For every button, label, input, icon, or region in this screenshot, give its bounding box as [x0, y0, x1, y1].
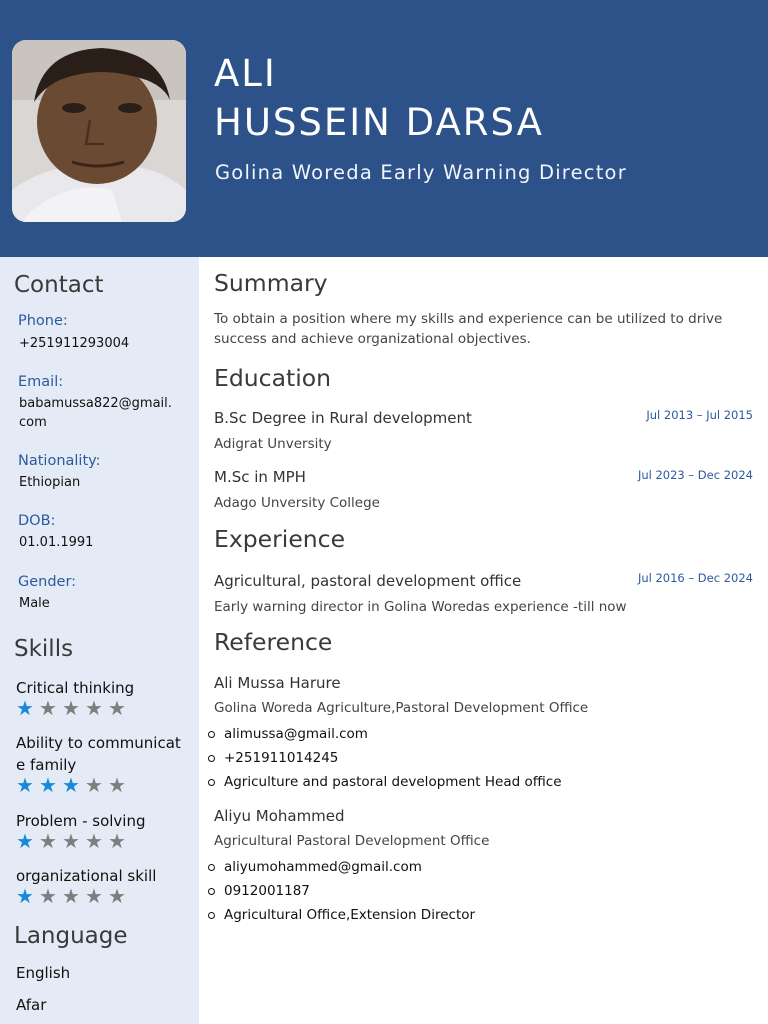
contact-heading: Contact	[14, 272, 104, 298]
reference-office: Agriculture and pastoral development Head office	[205, 770, 562, 794]
star-empty-icon: ★	[85, 696, 106, 720]
skill-rating	[15, 886, 130, 906]
star-filled-icon: ★	[62, 773, 83, 797]
reference-heading: Reference	[214, 628, 333, 656]
first-name: ALI	[214, 52, 277, 95]
skill-name: Problem - solving	[16, 812, 146, 830]
star-empty-icon: ★	[62, 884, 83, 908]
email-line-1: babamussa822@gmail.	[19, 396, 172, 411]
nationality-label: Nationality:	[18, 453, 101, 469]
star-empty-icon: ★	[62, 829, 83, 853]
language-heading: Language	[14, 923, 128, 949]
summary-heading: Summary	[214, 269, 328, 297]
star-filled-icon: ★	[39, 773, 60, 797]
header-banner	[0, 0, 768, 257]
education-school: Adago Unversity College	[214, 495, 380, 511]
dob-label: DOB:	[18, 513, 56, 529]
skill-name: Critical thinking	[16, 679, 135, 697]
experience-description: Early warning director in Golina Woredas experience -till now	[214, 599, 627, 615]
star-filled-icon: ★	[16, 829, 37, 853]
gender-value: Male	[19, 596, 50, 611]
summary-text: To obtain a position where my skills and experience can be utilized to drive success and achieve organizational objectives.	[214, 311, 723, 347]
star-empty-icon: ★	[108, 773, 129, 797]
star-empty-icon: ★	[85, 829, 106, 853]
star-empty-icon: ★	[108, 884, 129, 908]
skill-rating	[15, 775, 130, 795]
education-degree: B.Sc Degree in Rural development	[214, 409, 472, 427]
skill-rating	[15, 698, 130, 718]
experience-title: Agricultural, pastoral development office	[214, 572, 522, 590]
phone-value: +251911293004	[19, 336, 130, 351]
education-degree: M.Sc in MPH	[214, 468, 306, 486]
star-empty-icon: ★	[39, 696, 60, 720]
reference-name: Aliyu Mohammed	[214, 807, 345, 825]
star-empty-icon: ★	[85, 884, 106, 908]
reference-details	[205, 855, 475, 927]
skill-name	[16, 732, 194, 776]
skill-rating	[15, 831, 130, 851]
star-filled-icon: ★	[16, 773, 37, 797]
star-filled-icon: ★	[16, 884, 37, 908]
job-title: Golina Woreda Early Warning Director	[215, 161, 627, 184]
reference-email[interactable]: alimussa@gmail.com	[205, 722, 562, 746]
profile-photo	[12, 40, 186, 222]
email-label: Email:	[18, 374, 64, 390]
language-item: Afar	[16, 996, 47, 1014]
star-empty-icon: ★	[108, 696, 129, 720]
star-empty-icon: ★	[39, 884, 60, 908]
education-dates: Jul 2013 – Jul 2015	[646, 408, 753, 422]
education-heading: Education	[214, 364, 331, 392]
dob-value: 01.01.1991	[19, 535, 94, 550]
reference-email[interactable]: aliyumohammed@gmail.com	[205, 855, 475, 879]
skill-name-line-1: Ability to communicat	[16, 734, 181, 752]
reference-org: Golina Woreda Agriculture,Pastoral Development Office	[214, 700, 589, 716]
star-empty-icon: ★	[39, 829, 60, 853]
skill-name-line-2: e family	[16, 756, 77, 774]
star-filled-icon: ★	[16, 696, 37, 720]
last-name: HUSSEIN DARSA	[214, 101, 544, 144]
reference-office: Agricultural Office,Extension Director	[205, 903, 475, 927]
education-school: Adigrat Unversity	[214, 436, 332, 452]
reference-name: Ali Mussa Harure	[214, 674, 341, 692]
reference-details	[205, 722, 562, 794]
reference-org: Agricultural Pastoral Development Office	[214, 833, 490, 849]
experience-heading: Experience	[214, 525, 346, 553]
reference-phone[interactable]: +251911014245	[205, 746, 562, 770]
email-value	[19, 394, 191, 432]
reference-phone[interactable]: 0912001187	[205, 879, 475, 903]
experience-dates: Jul 2016 – Dec 2024	[637, 571, 753, 585]
email-line-2: com	[19, 415, 47, 430]
gender-label: Gender:	[18, 574, 77, 590]
star-empty-icon: ★	[85, 773, 106, 797]
education-dates: Jul 2023 – Dec 2024	[637, 468, 753, 482]
nationality-value: Ethiopian	[19, 475, 81, 490]
skill-name: organizational skill	[16, 867, 157, 885]
skills-heading: Skills	[14, 636, 74, 662]
phone-label: Phone:	[18, 313, 68, 329]
language-item: English	[16, 964, 71, 982]
star-empty-icon: ★	[62, 696, 83, 720]
star-empty-icon: ★	[108, 829, 129, 853]
